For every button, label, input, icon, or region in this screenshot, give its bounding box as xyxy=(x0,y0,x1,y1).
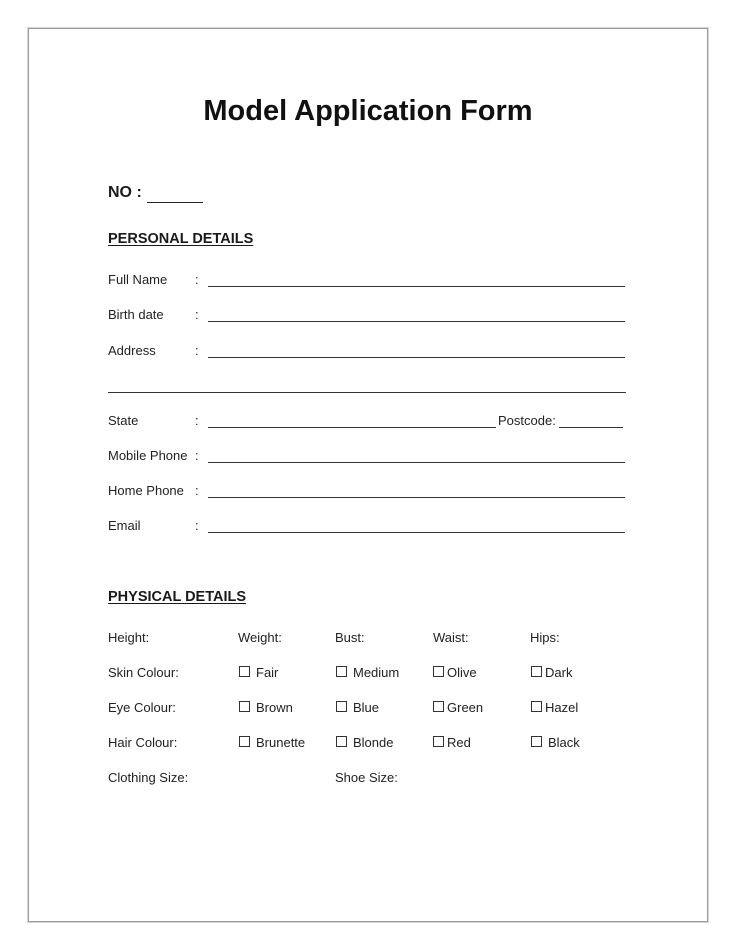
hair-black-checkbox[interactable] xyxy=(531,736,542,747)
waist-label: Waist: xyxy=(433,630,469,645)
postcode-field[interactable] xyxy=(559,427,623,428)
address-label: Address xyxy=(108,343,156,358)
eye-colour-label: Eye Colour: xyxy=(108,700,176,715)
mobile-phone-field[interactable] xyxy=(208,462,625,463)
hair-red-checkbox[interactable] xyxy=(433,736,444,747)
bust-label: Bust: xyxy=(335,630,365,645)
address-field-line-2[interactable] xyxy=(108,392,626,393)
address-field-line-1[interactable] xyxy=(208,357,625,358)
hair-black-label: Black xyxy=(548,735,580,750)
birth-date-label: Birth date xyxy=(108,307,164,322)
skin-olive-label: Olive xyxy=(447,665,477,680)
full-name-colon: : xyxy=(195,272,199,287)
weight-label: Weight: xyxy=(238,630,282,645)
email-label: Email xyxy=(108,518,141,533)
eye-brown-label: Brown xyxy=(256,700,293,715)
state-colon: : xyxy=(195,413,199,428)
form-page xyxy=(28,28,708,922)
hair-brunette-label: Brunette xyxy=(256,735,306,750)
state-field[interactable] xyxy=(208,427,496,428)
eye-hazel-label: Hazel xyxy=(545,700,579,715)
skin-dark-label: Dark xyxy=(545,665,573,680)
home-phone-colon: : xyxy=(195,483,199,498)
skin-medium-checkbox[interactable] xyxy=(336,666,347,677)
hair-brunette-checkbox[interactable] xyxy=(239,736,250,747)
email-colon: : xyxy=(195,518,199,533)
physical-details-heading: PHYSICAL DETAILS xyxy=(108,589,247,605)
eye-brown-checkbox[interactable] xyxy=(239,701,250,712)
postcode-label: Postcode: xyxy=(498,413,556,428)
skin-medium-label: Medium xyxy=(353,665,400,680)
form-number-label: NO : xyxy=(108,184,142,201)
skin-olive-checkbox[interactable] xyxy=(433,666,444,677)
hips-label: Hips: xyxy=(530,630,560,645)
hair-blonde-checkbox[interactable] xyxy=(336,736,347,747)
eye-green-checkbox[interactable] xyxy=(433,701,444,712)
mobile-phone-label: Mobile Phone xyxy=(108,448,188,463)
form-title: Model Application Form xyxy=(203,95,533,127)
personal-details-heading: PERSONAL DETAILS xyxy=(108,231,254,247)
form-number-blank[interactable] xyxy=(147,202,203,203)
address-colon: : xyxy=(195,343,199,358)
email-field[interactable] xyxy=(208,532,625,533)
mobile-phone-colon: : xyxy=(195,448,199,463)
hair-blonde-label: Blonde xyxy=(353,735,394,750)
eye-blue-checkbox[interactable] xyxy=(336,701,347,712)
skin-fair-label: Fair xyxy=(256,665,279,680)
hair-red-label: Red xyxy=(447,735,471,750)
skin-colour-label: Skin Colour: xyxy=(108,665,179,680)
skin-dark-checkbox[interactable] xyxy=(531,666,542,677)
hair-colour-label: Hair Colour: xyxy=(108,735,178,750)
home-phone-field[interactable] xyxy=(208,497,625,498)
clothing-size-label: Clothing Size: xyxy=(108,770,189,785)
eye-hazel-checkbox[interactable] xyxy=(531,701,542,712)
full-name-field[interactable] xyxy=(208,286,625,287)
state-label: State xyxy=(108,413,139,428)
height-label: Height: xyxy=(108,630,150,645)
home-phone-label: Home Phone xyxy=(108,483,184,498)
birth-date-field[interactable] xyxy=(208,321,625,322)
eye-blue-label: Blue xyxy=(353,700,380,715)
full-name-label: Full Name xyxy=(108,272,168,287)
shoe-size-label: Shoe Size: xyxy=(335,770,398,785)
skin-fair-checkbox[interactable] xyxy=(239,666,250,677)
birth-date-colon: : xyxy=(195,307,199,322)
eye-green-label: Green xyxy=(447,700,484,715)
